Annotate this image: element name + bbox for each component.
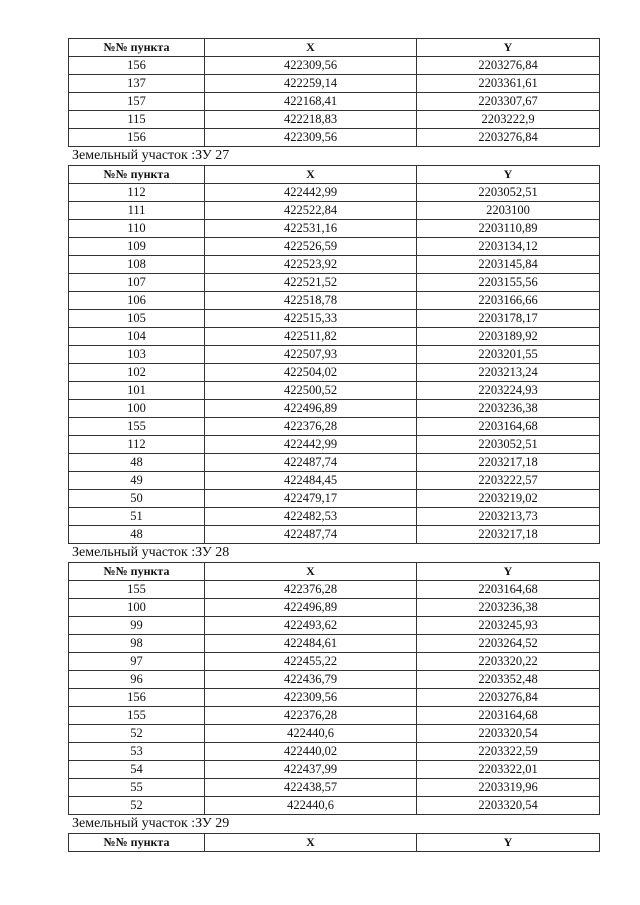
x-cell: 422438,57 <box>205 779 417 797</box>
header-point: №№ пункта <box>69 834 205 852</box>
header-point: №№ пункта <box>69 563 205 581</box>
table-row <box>69 671 600 689</box>
point-cell: 155 <box>69 707 205 725</box>
table-row <box>69 57 600 75</box>
point-cell: 137 <box>69 75 205 93</box>
x-cell: 422440,6 <box>205 725 417 743</box>
point-cell: 107 <box>69 274 205 292</box>
header-x: X <box>205 39 417 57</box>
x-cell: 422496,89 <box>205 599 417 617</box>
y-cell: 2203264,52 <box>417 635 600 653</box>
table-header-row <box>69 563 600 581</box>
coordinates-document <box>68 38 599 852</box>
point-cell: 55 <box>69 779 205 797</box>
coordinates-table <box>68 833 600 852</box>
point-cell: 96 <box>69 671 205 689</box>
header-y: Y <box>417 563 600 581</box>
x-cell: 422496,89 <box>205 400 417 418</box>
point-cell: 100 <box>69 599 205 617</box>
point-cell: 51 <box>69 508 205 526</box>
x-cell: 422521,52 <box>205 274 417 292</box>
header-y: Y <box>417 39 600 57</box>
y-cell: 2203222,9 <box>417 111 600 129</box>
y-cell: 2203320,54 <box>417 797 600 815</box>
x-cell: 422500,52 <box>205 382 417 400</box>
point-cell: 112 <box>69 436 205 454</box>
table-row <box>69 599 600 617</box>
point-cell: 110 <box>69 220 205 238</box>
y-cell: 2203052,51 <box>417 184 600 202</box>
y-cell: 2203213,73 <box>417 508 600 526</box>
y-cell: 2203236,38 <box>417 599 600 617</box>
table-row <box>69 725 600 743</box>
x-cell: 422484,45 <box>205 472 417 490</box>
point-cell: 52 <box>69 725 205 743</box>
point-cell: 52 <box>69 797 205 815</box>
x-cell: 422376,28 <box>205 581 417 599</box>
table-row <box>69 292 600 310</box>
table-row <box>69 184 600 202</box>
table-row <box>69 472 600 490</box>
table-row <box>69 797 600 815</box>
table-row <box>69 382 600 400</box>
x-cell: 422376,28 <box>205 418 417 436</box>
x-cell: 422309,56 <box>205 129 417 147</box>
table-row <box>69 75 600 93</box>
header-x: X <box>205 834 417 852</box>
x-cell: 422437,99 <box>205 761 417 779</box>
y-cell: 2203110,89 <box>417 220 600 238</box>
point-cell: 54 <box>69 761 205 779</box>
point-cell: 100 <box>69 400 205 418</box>
x-cell: 422259,14 <box>205 75 417 93</box>
point-cell: 104 <box>69 328 205 346</box>
table-row <box>69 202 600 220</box>
x-cell: 422484,61 <box>205 635 417 653</box>
y-cell: 2203217,18 <box>417 454 600 472</box>
table-row <box>69 111 600 129</box>
header-x: X <box>205 563 417 581</box>
point-cell: 53 <box>69 743 205 761</box>
y-cell: 2203319,96 <box>417 779 600 797</box>
y-cell: 2203145,84 <box>417 256 600 274</box>
table-row <box>69 635 600 653</box>
table-header-row <box>69 834 600 852</box>
y-cell: 2203245,93 <box>417 617 600 635</box>
x-cell: 422376,28 <box>205 707 417 725</box>
table-row <box>69 310 600 328</box>
x-cell: 422518,78 <box>205 292 417 310</box>
header-y: Y <box>417 166 600 184</box>
y-cell: 2203276,84 <box>417 57 600 75</box>
x-cell: 422440,02 <box>205 743 417 761</box>
header-x: X <box>205 166 417 184</box>
table-header-row <box>69 166 600 184</box>
point-cell: 155 <box>69 418 205 436</box>
x-cell: 422515,33 <box>205 310 417 328</box>
table-row <box>69 328 600 346</box>
section-title: Земельный участок :ЗУ 27 <box>72 148 230 163</box>
x-cell: 422511,82 <box>205 328 417 346</box>
x-cell: 422482,53 <box>205 508 417 526</box>
x-cell: 422168,41 <box>205 93 417 111</box>
y-cell: 2203134,12 <box>417 238 600 256</box>
table-row <box>69 418 600 436</box>
y-cell: 2203164,68 <box>417 418 600 436</box>
x-cell: 422522,84 <box>205 202 417 220</box>
table-row <box>69 364 600 382</box>
point-cell: 99 <box>69 617 205 635</box>
x-cell: 422507,93 <box>205 346 417 364</box>
table-row <box>69 526 600 544</box>
section-title: Земельный участок :ЗУ 29 <box>72 816 230 831</box>
x-cell: 422218,83 <box>205 111 417 129</box>
y-cell: 2203155,56 <box>417 274 600 292</box>
point-cell: 156 <box>69 57 205 75</box>
table-row <box>69 581 600 599</box>
header-point: №№ пункта <box>69 39 205 57</box>
coordinates-table <box>68 165 600 544</box>
table-row <box>69 238 600 256</box>
y-cell: 2203224,93 <box>417 382 600 400</box>
table-row <box>69 93 600 111</box>
x-cell: 422487,74 <box>205 526 417 544</box>
table-row <box>69 274 600 292</box>
table-row <box>69 129 600 147</box>
y-cell: 2203307,67 <box>417 93 600 111</box>
y-cell: 2203276,84 <box>417 129 600 147</box>
section-title: Земельный участок :ЗУ 28 <box>72 545 230 560</box>
x-cell: 422526,59 <box>205 238 417 256</box>
coordinates-table <box>68 38 600 147</box>
y-cell: 2203236,38 <box>417 400 600 418</box>
header-point: №№ пункта <box>69 166 205 184</box>
table-row <box>69 508 600 526</box>
table-row <box>69 436 600 454</box>
table-row <box>69 761 600 779</box>
point-cell: 97 <box>69 653 205 671</box>
point-cell: 111 <box>69 202 205 220</box>
table-row <box>69 743 600 761</box>
point-cell: 109 <box>69 238 205 256</box>
table-row <box>69 707 600 725</box>
table-row <box>69 689 600 707</box>
x-cell: 422493,62 <box>205 617 417 635</box>
x-cell: 422531,16 <box>205 220 417 238</box>
y-cell: 2203352,48 <box>417 671 600 689</box>
x-cell: 422455,22 <box>205 653 417 671</box>
table-row <box>69 400 600 418</box>
header-y: Y <box>417 834 600 852</box>
table-row <box>69 653 600 671</box>
point-cell: 50 <box>69 490 205 508</box>
x-cell: 422442,99 <box>205 184 417 202</box>
x-cell: 422309,56 <box>205 57 417 75</box>
x-cell: 422523,92 <box>205 256 417 274</box>
y-cell: 2203222,57 <box>417 472 600 490</box>
y-cell: 2203164,68 <box>417 581 600 599</box>
y-cell: 2203320,54 <box>417 725 600 743</box>
table-header-row <box>69 39 600 57</box>
y-cell: 2203189,92 <box>417 328 600 346</box>
point-cell: 101 <box>69 382 205 400</box>
point-cell: 103 <box>69 346 205 364</box>
x-cell: 422440,6 <box>205 797 417 815</box>
y-cell: 2203100 <box>417 202 600 220</box>
point-cell: 156 <box>69 689 205 707</box>
y-cell: 2203201,55 <box>417 346 600 364</box>
y-cell: 2203276,84 <box>417 689 600 707</box>
y-cell: 2203164,68 <box>417 707 600 725</box>
x-cell: 422487,74 <box>205 454 417 472</box>
y-cell: 2203219,02 <box>417 490 600 508</box>
point-cell: 106 <box>69 292 205 310</box>
point-cell: 155 <box>69 581 205 599</box>
x-cell: 422436,79 <box>205 671 417 689</box>
point-cell: 112 <box>69 184 205 202</box>
point-cell: 105 <box>69 310 205 328</box>
point-cell: 157 <box>69 93 205 111</box>
table-row <box>69 617 600 635</box>
table-row <box>69 346 600 364</box>
y-cell: 2203322,59 <box>417 743 600 761</box>
point-cell: 48 <box>69 526 205 544</box>
y-cell: 2203052,51 <box>417 436 600 454</box>
x-cell: 422479,17 <box>205 490 417 508</box>
table-row <box>69 779 600 797</box>
table-row <box>69 220 600 238</box>
x-cell: 422309,56 <box>205 689 417 707</box>
point-cell: 102 <box>69 364 205 382</box>
table-row <box>69 490 600 508</box>
x-cell: 422504,02 <box>205 364 417 382</box>
y-cell: 2203320,22 <box>417 653 600 671</box>
y-cell: 2203166,66 <box>417 292 600 310</box>
point-cell: 108 <box>69 256 205 274</box>
y-cell: 2203178,17 <box>417 310 600 328</box>
point-cell: 115 <box>69 111 205 129</box>
point-cell: 156 <box>69 129 205 147</box>
table-row <box>69 256 600 274</box>
point-cell: 98 <box>69 635 205 653</box>
y-cell: 2203217,18 <box>417 526 600 544</box>
coordinates-table <box>68 562 600 815</box>
y-cell: 2203361,61 <box>417 75 600 93</box>
y-cell: 2203213,24 <box>417 364 600 382</box>
x-cell: 422442,99 <box>205 436 417 454</box>
y-cell: 2203322,01 <box>417 761 600 779</box>
table-row <box>69 454 600 472</box>
point-cell: 49 <box>69 472 205 490</box>
point-cell: 48 <box>69 454 205 472</box>
